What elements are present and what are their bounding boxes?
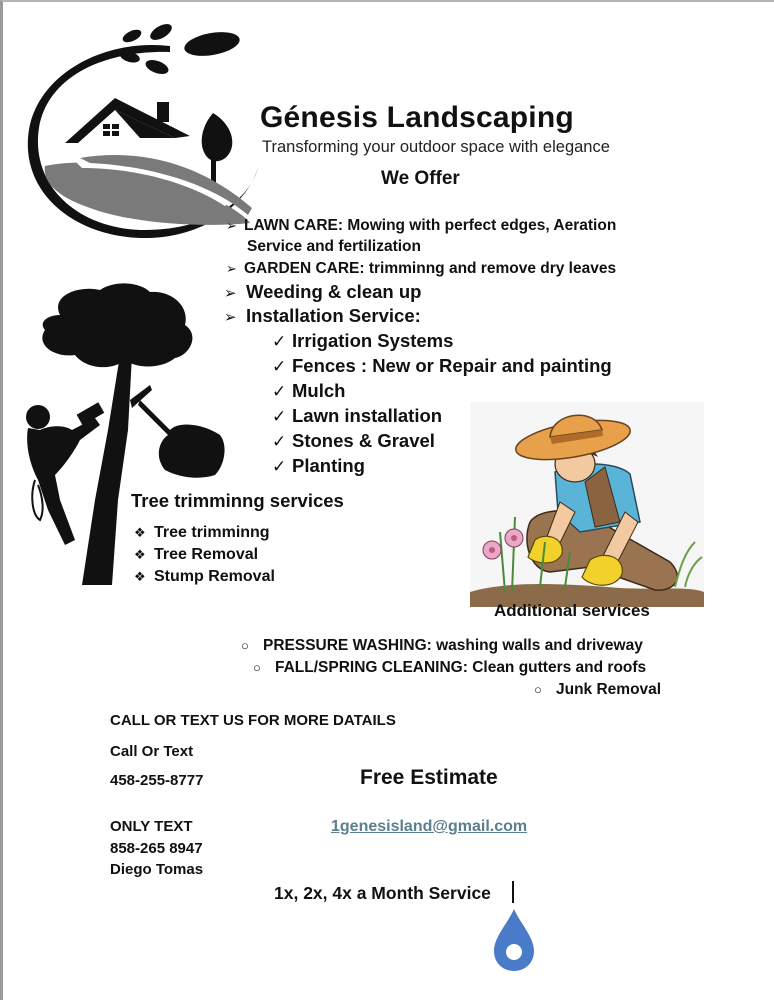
installation-item: ✓ Fences : New or Repair and painting — [272, 355, 612, 376]
arrow-bullet-icon: ➢ — [226, 261, 237, 276]
circle-bullet-icon: ○ — [241, 638, 249, 653]
text-cursor — [512, 881, 514, 903]
contact-heading: CALL OR TEXT US FOR MORE DATAILS — [110, 712, 396, 729]
check-icon: ✓ — [272, 382, 287, 401]
email-link[interactable]: 1genesisland@gmail.com — [331, 818, 528, 835]
service-item-lawn-care: ➢ LAWN CARE: Mowing with perfect edges, Aeration — [226, 217, 617, 234]
installation-item: ✓ Lawn installation — [272, 405, 443, 426]
check-icon: ✓ — [272, 457, 287, 476]
call-or-text-label: Call Or Text — [110, 743, 194, 760]
company-tagline: Transforming your outdoor space with elegance — [262, 138, 610, 156]
tree-service-item: ❖ Tree Removal — [134, 546, 259, 563]
tree-service-item: ❖ Tree trimminng — [134, 524, 270, 541]
service-item-installation: ➢ Installation Service: — [224, 305, 421, 326]
we-offer-heading: We Offer — [381, 168, 460, 189]
installation-item: ✓ Mulch — [272, 380, 346, 401]
installation-item: ✓ Stones & Gravel — [272, 430, 435, 451]
company-title: Génesis Landscaping — [260, 101, 574, 134]
diamond-bullet-icon: ❖ — [134, 525, 146, 540]
only-text-label: ONLY TEXT — [110, 818, 193, 835]
free-estimate-label: Free Estimate — [360, 766, 498, 789]
diamond-bullet-icon: ❖ — [134, 569, 146, 584]
circle-bullet-icon: ○ — [253, 660, 261, 675]
service-item-garden-care: ➢ GARDEN CARE: trimminng and remove dry leaves — [226, 260, 617, 277]
check-icon: ✓ — [272, 432, 287, 451]
tree-service-item: ❖ Stump Removal — [134, 568, 275, 585]
additional-service-item: ○ PRESSURE WASHING: washing walls and driveway — [241, 637, 643, 654]
service-frequency: 1x, 2x, 4x a Month Service — [274, 883, 491, 903]
installation-item: ✓ Planting — [272, 455, 365, 476]
arrow-bullet-icon: ➢ — [226, 218, 237, 233]
water-drop-icon — [492, 907, 536, 973]
gardener-illustration-icon — [470, 402, 704, 607]
check-icon: ✓ — [272, 357, 287, 376]
call-phone-number[interactable]: 458-255-8777 — [110, 772, 204, 789]
service-item-lawn-care-cont: Service and fertilization — [247, 238, 421, 255]
tree-services-heading: Tree trimminng services — [131, 490, 344, 511]
additional-service-item: ○ FALL/SPRING CLEANING: Clean gutters and roofs — [253, 659, 647, 676]
additional-services-heading: Additional services — [494, 601, 650, 620]
check-icon: ✓ — [272, 407, 287, 426]
landscaping-logo-icon — [20, 18, 270, 243]
contact-name: Diego Tomas — [110, 861, 204, 878]
service-item-weeding: ➢ Weeding & clean up — [224, 281, 422, 302]
text-phone-number[interactable]: 858-265 8947 — [110, 840, 203, 857]
check-icon: ✓ — [272, 332, 287, 351]
additional-service-item: ○ Junk Removal — [534, 681, 662, 698]
installation-item: ✓ Irrigation Systems — [272, 330, 454, 351]
arrow-bullet-icon: ➢ — [224, 309, 237, 326]
circle-bullet-icon: ○ — [534, 682, 542, 697]
arrow-bullet-icon: ➢ — [224, 285, 237, 302]
diamond-bullet-icon: ❖ — [134, 547, 146, 562]
